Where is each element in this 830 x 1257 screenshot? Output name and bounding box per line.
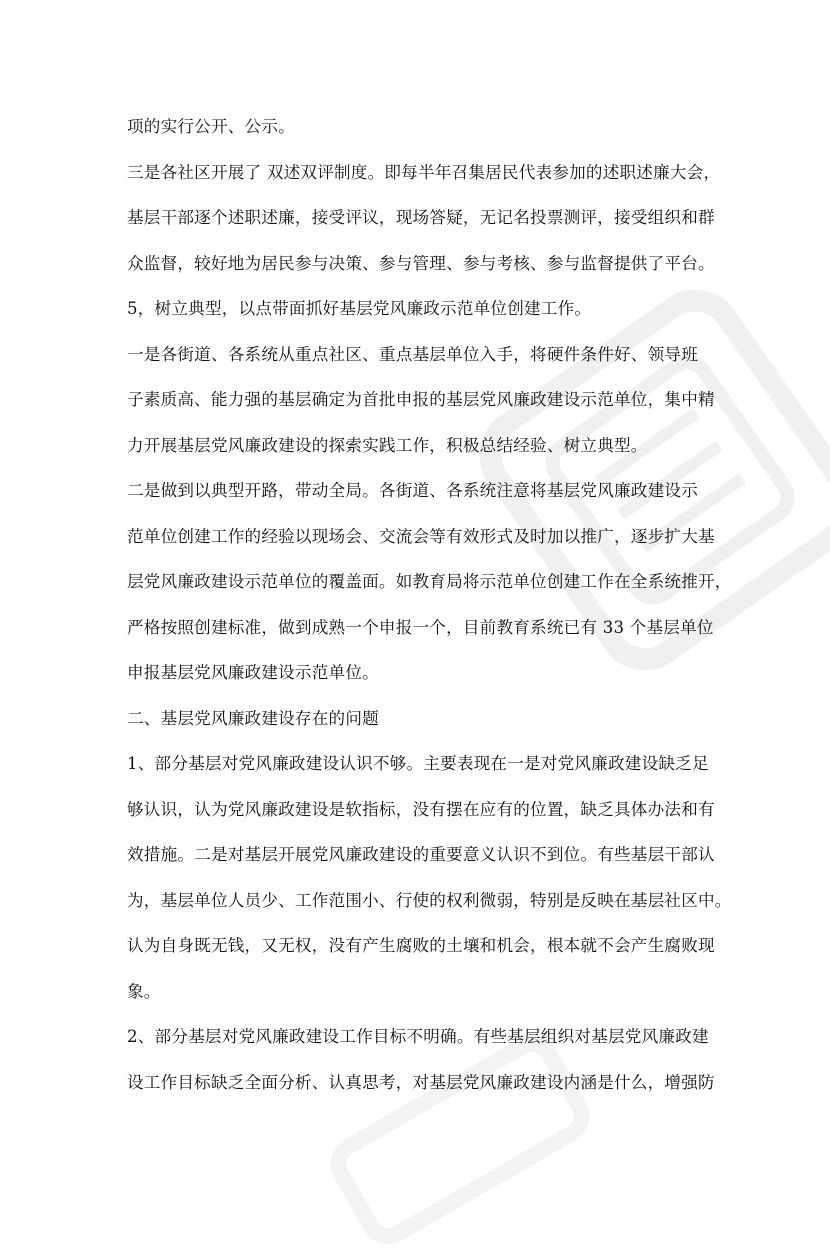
text-line: 够认识，认为党风廉政建设是软指标，没有摆在应有的位置，缺乏具体办法和有: [127, 799, 715, 819]
text-line: 二是做到以典型开路，带动全局。各街道、各系统注意将基层党风廉政建设示: [127, 481, 698, 500]
text-line: 一是各街道、各系统从重点社区、重点基层单位入手，将硬件条件好、领导班: [127, 344, 698, 364]
document-body: [127, 104, 732, 1105]
text-line: 1、部分基层对党风廉政建设认识不够。主要表现在一是对党风廉政建设缺乏足: [127, 754, 709, 773]
text-line: 范单位创建工作的经验以现场会、交流会等有效形式及时加以推广，逐步扩大基: [127, 526, 715, 546]
text-line: 项的实行公开、公示。: [127, 117, 295, 136]
text-line: 基层干部逐个述职述廉，接受评议，现场答疑，无记名投票测评，接受组织和群: [127, 208, 715, 227]
text-line: 众监督，较好地为居民参与决策、参与管理、参与考核、参与监督提供了平台。: [127, 253, 715, 273]
text-line: 象。: [127, 981, 161, 1001]
text-line: 5，树立典型，以点带面抓好基层党风廉政示范单位创建工作。: [127, 299, 592, 318]
text-line: 力开展基层党风廉政建设的探索实践工作，积极总结经验、树立典型。: [127, 435, 648, 455]
text-line: 为，基层单位人员少、工作范围小、行使的权利微弱，特别是反映在基层社区中。: [127, 890, 732, 910]
text-line: 三是各社区开展了 双述双评制度。即每半年召集居民代表参加的述职述廉大会，: [127, 162, 721, 182]
text-line: 效措施。二是对基层开展党风廉政建设的重要意义认识不到位。有些基层干部认: [127, 845, 715, 864]
text-line: 2、部分基层对党风廉政建设工作目标不明确。有些基层组织对基层党风廉政建: [127, 1027, 709, 1046]
text-line: 子素质高、能力强的基层确定为首批申报的基层党风廉政建设示范单位，集中精: [127, 390, 715, 409]
text-line: 申报基层党风廉政建设示范单位。: [127, 663, 379, 682]
text-line: 认为自身既无钱，又无权，没有产生腐败的土壤和机会，根本就不会产生腐败现: [127, 936, 715, 955]
text-line: 设工作目标缺乏全面分析、认真思考，对基层党风廉政建设内涵是什么，增强防: [127, 1072, 715, 1092]
text-line: 层党风廉政建设示范单位的覆盖面。如教育局将示范单位创建工作在全系统推开，: [127, 572, 732, 591]
section-heading: 二、基层党风廉政建设存在的问题: [127, 708, 379, 728]
text-line: 严格按照创建标准，做到成熟一个申报一个，目前教育系统已有 33 个基层单位: [127, 617, 714, 637]
